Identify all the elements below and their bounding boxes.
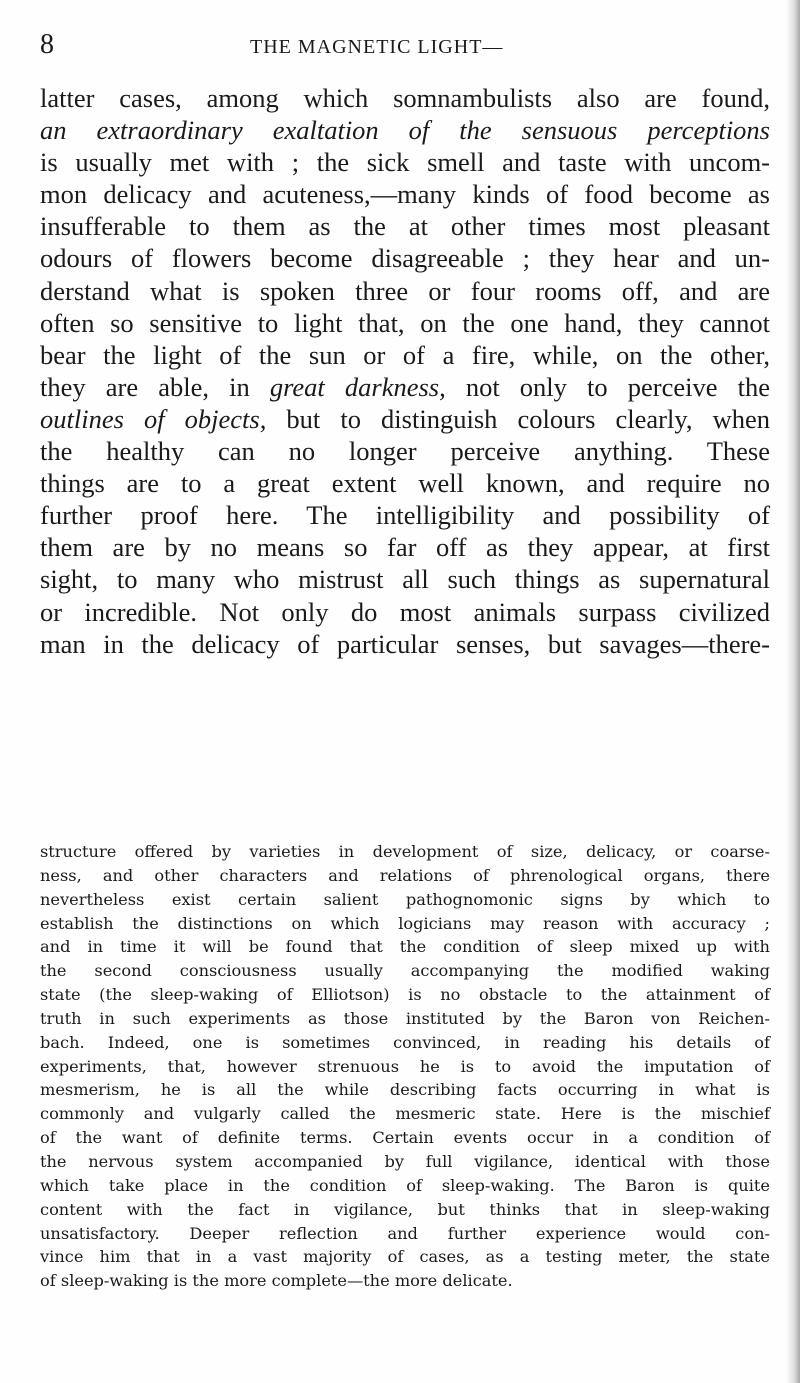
body-line: derstand what is spoken three or four rooms off, and are [40,275,770,306]
body-line: bear the light of the sun or of a fire, while, on the other, [40,339,770,370]
body-line: things are to a great extent well known, and require no [40,468,770,499]
body-line: an extraordinary exaltation of the sensuous perceptions [40,115,770,146]
running-head: THE MAGNETIC LIGHT— [250,36,504,58]
footnote-line: of the want of definite terms. Certain events occur in a condition of [40,1128,770,1148]
footnote-line: ness, and other characters and relations of phrenological organs, there [40,865,770,885]
footnote-line: state (the sleep-waking of Elliotson) is no obstacle to the attainment of [40,985,770,1005]
footnote-line: truth in such experiments as those instituted by the Baron von Reichen- [40,1008,770,1028]
footnote-line: structure offered by varieties in development of size, delicacy, or coarse- [40,842,770,861]
page-header [40,30,760,60]
body-line: outlines of objects, but to distinguish colours clearly, when [40,403,770,434]
body-line: latter cases, among which somnambulists also are found, [40,83,770,113]
page-edge-shadow [786,0,800,1383]
footnote-line: vince him that in a vast majority of cases, as a testing meter, the state [40,1247,770,1267]
footnote-line: commonly and vulgarly called the mesmeric state. Here is the mischief [40,1104,770,1124]
body-line: mon delicacy and acuteness,—many kinds of food become as [40,179,770,210]
footnote-line: nevertheless exist certain salient pathognomonic signs by which to [40,889,770,909]
body-line: the healthy can no longer perceive anything. These [40,436,770,467]
footnote-line: unsatisfactory. Deeper reflection and further experience would con- [40,1223,770,1243]
footnote-line: which take place in the condition of sleep-waking. The Baron is quite [40,1175,770,1195]
footnote-line: of sleep-waking is the more complete—the more delicate. [40,1271,513,1291]
footnote-line: the nervous system accompanied by full vigilance, identical with those [40,1151,770,1171]
footnote-line: establish the distinctions on which logicians may reason with accuracy ; [40,913,770,933]
main-text [40,82,770,660]
body-line: them are by no means so far off as they appear, at first [40,532,770,563]
body-line: they are able, in great darkness, not only to perceive the [40,371,770,402]
footnote [40,840,770,1293]
footnote-line: bach. Indeed, one is sometimes convinced, in reading his details of [40,1032,770,1052]
page-number: 8 [40,29,54,60]
body-line: sight, to many who mistrust all such things as supernatural [40,564,770,595]
body-line: man in the delicacy of particular senses, but savages—there- [40,628,770,659]
footnote-line: and in time it will be found that the condition of sleep mixed up with [40,937,770,957]
body-line: is usually met with ; the sick smell and taste with uncom- [40,147,770,178]
body-line: odours of flowers become disagreeable ; they hear and un- [40,243,770,274]
footnote-line: mesmerism, he is all the while describing facts occurring in what is [40,1080,770,1100]
footnote-line: experiments, that, however strenuous he is to avoid the imputation of [40,1056,770,1076]
footnote-line: the second consciousness usually accompanying the modified waking [40,961,770,981]
body-line: insufferable to them as the at other times most pleasant [40,211,770,242]
footnote-line: content with the fact in vigilance, but thinks that in sleep-waking [40,1199,770,1219]
body-line: or incredible. Not only do most animals surpass civilized [40,596,770,627]
body-line: often so sensitive to light that, on the one hand, they cannot [40,307,770,338]
body-line: further proof here. The intelligibility and possibility of [40,500,770,531]
